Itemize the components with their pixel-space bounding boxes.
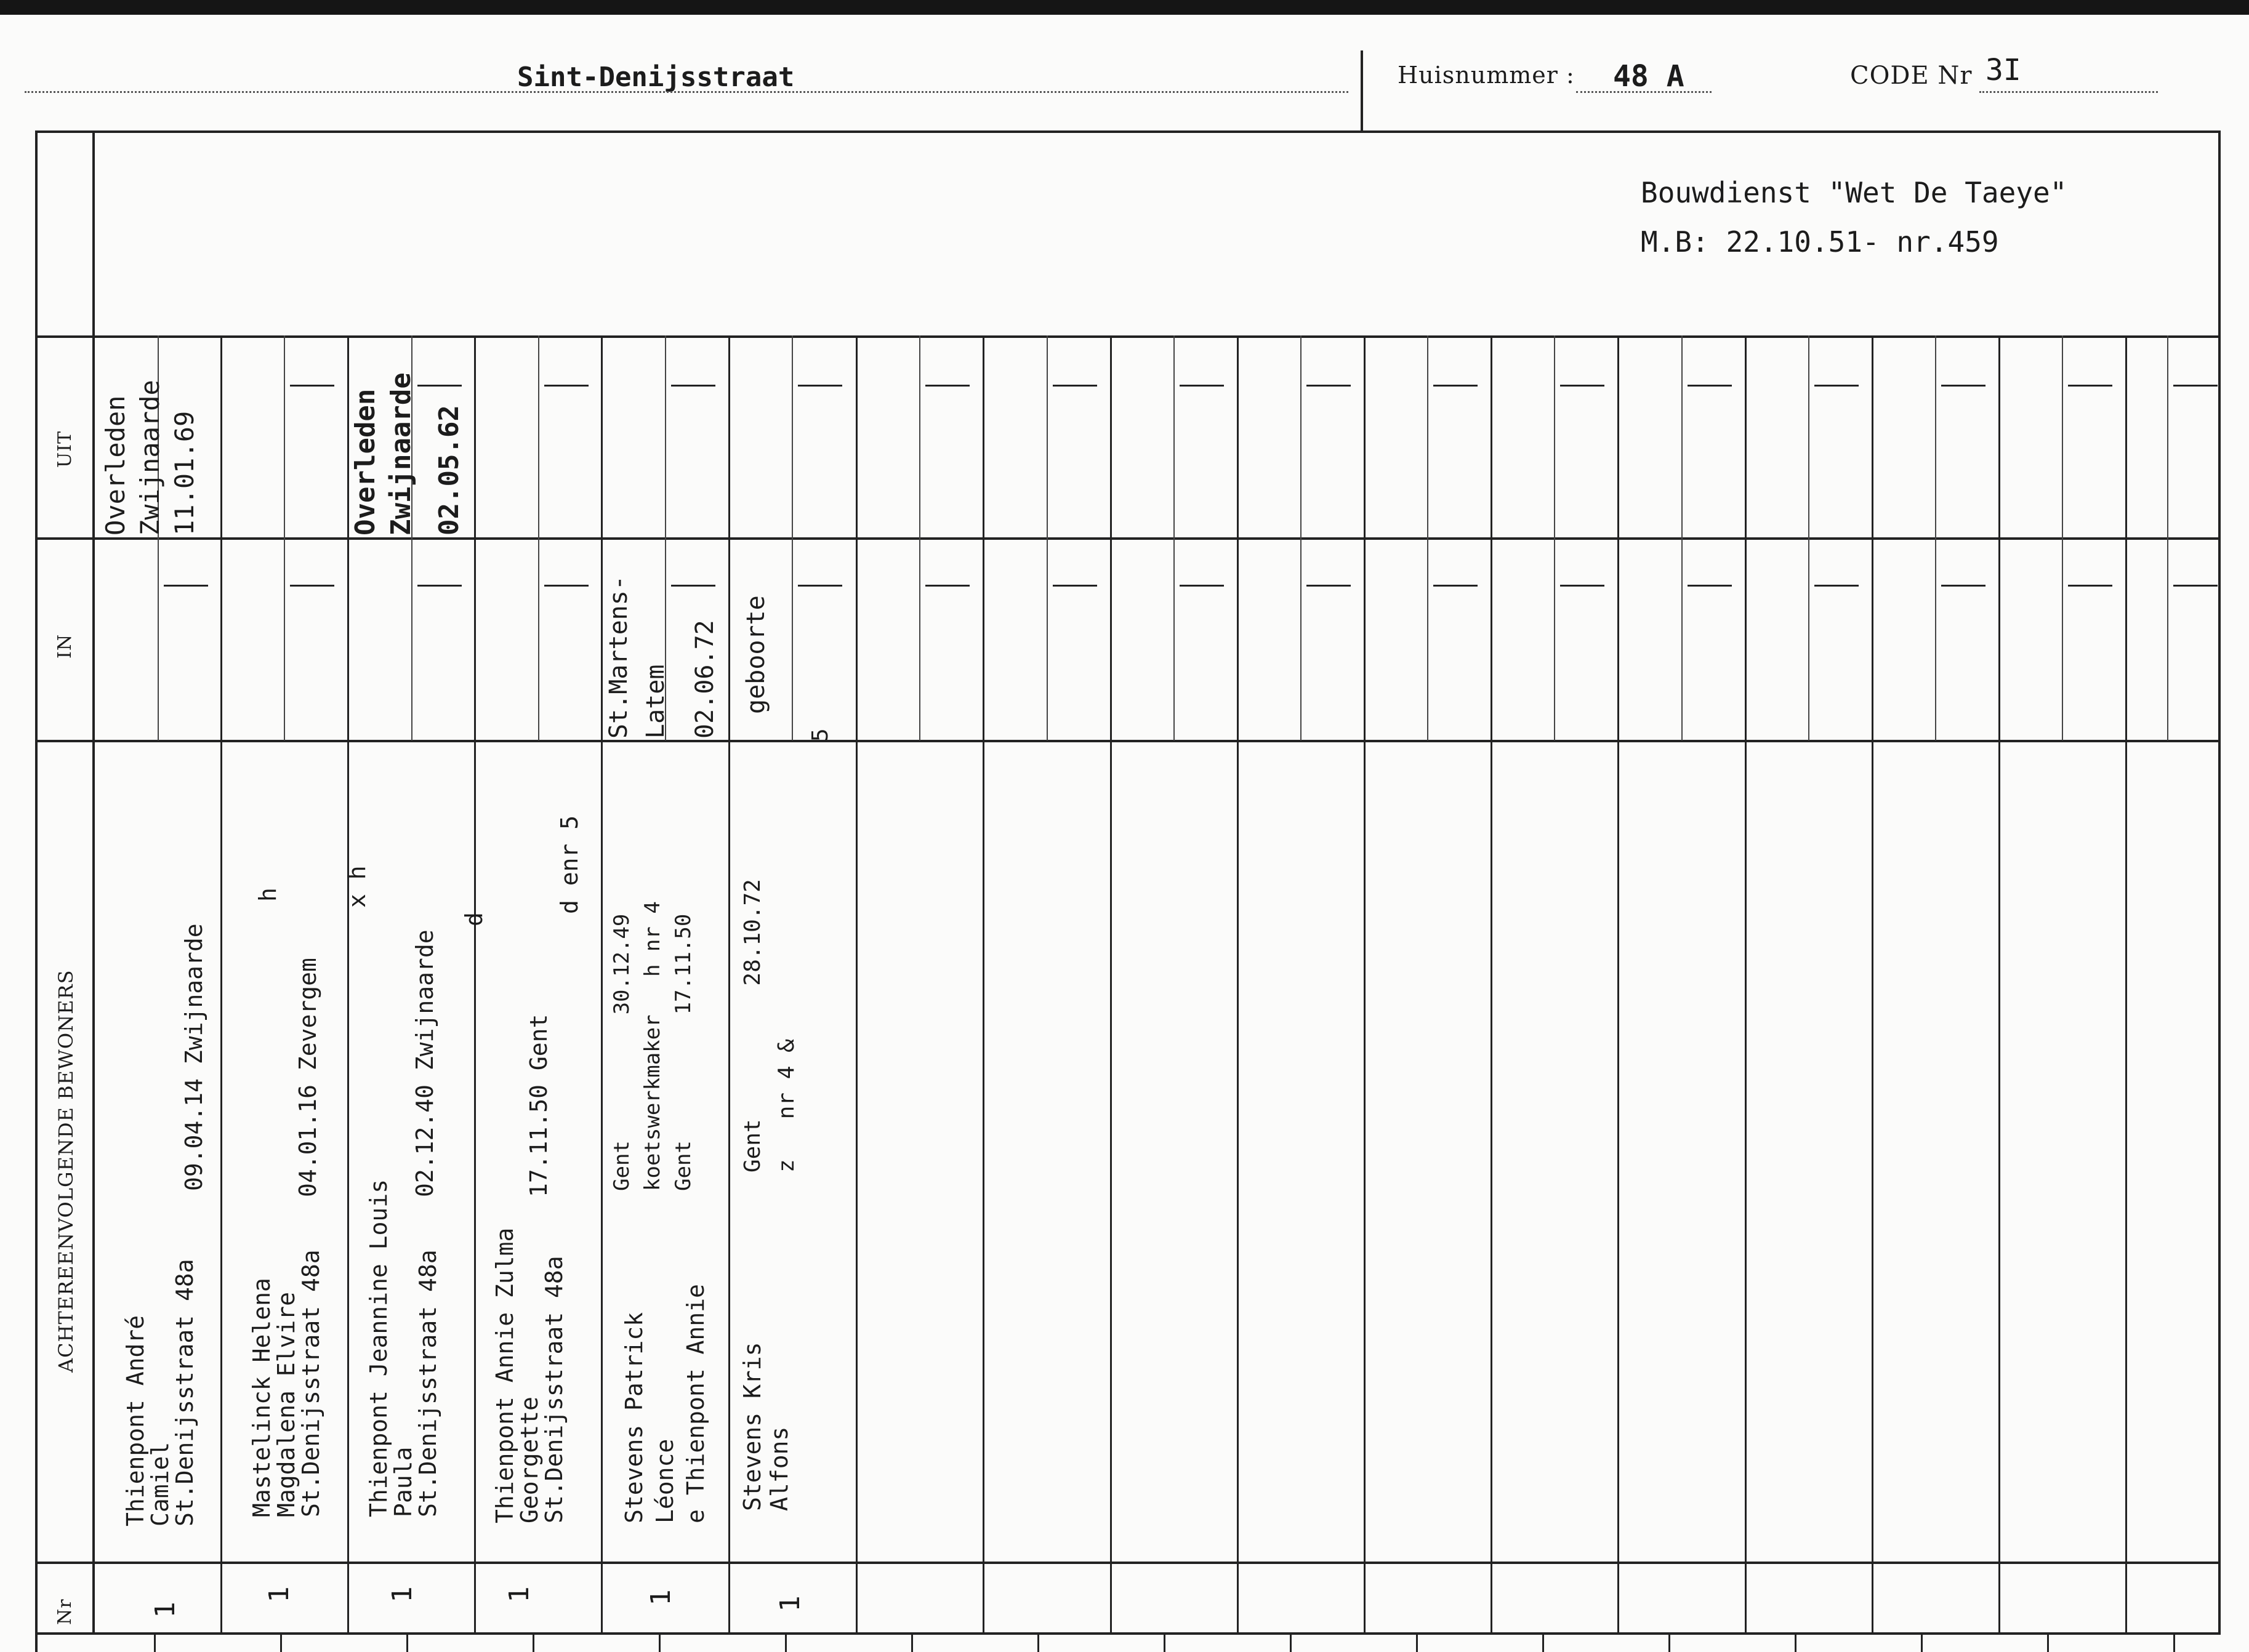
sub-column-line (1935, 335, 1936, 740)
bottom-tick (1037, 1634, 1039, 1652)
bewoner-5-details: Gent 30.12.49 koetswerkmaker h nr 4 Gent 17.11.50 (610, 901, 696, 1191)
bottom-tick (1290, 1634, 1292, 1652)
row-label-bewoners: ACHTEREENVOLGENDE BEWONERS (54, 969, 78, 1373)
empty-dash (290, 385, 334, 387)
empty-dash (1814, 385, 1859, 387)
sub-column-line (538, 335, 539, 740)
empty-dash (1688, 585, 1732, 587)
bewoner-6-details: Gent 28.10.72 z nr 4 & 5 (740, 728, 833, 1173)
bottom-tick (2047, 1634, 2049, 1652)
bottom-tick (1542, 1634, 1544, 1652)
empty-dash (164, 585, 208, 587)
sub-column-line (919, 335, 920, 740)
note-line-1: Bouwdienst "Wet De Taeye" (1641, 176, 2067, 209)
empty-dash (1053, 385, 1097, 387)
frame-bottom (35, 1632, 2221, 1635)
code-value: 3I (1985, 53, 2021, 87)
empty-dash (1814, 585, 1859, 587)
column-line (1745, 335, 1747, 1635)
bottom-tick (1795, 1634, 1796, 1652)
bottom-tick (2173, 1634, 2175, 1652)
huisnummer-dotline (1576, 91, 1712, 93)
row-label-in: IN (54, 633, 76, 659)
bewoner-1-details: 09.04.14 Zwijnaarde h (180, 888, 281, 1191)
code-dotline (1979, 91, 2158, 93)
sub-column-line (1808, 335, 1809, 740)
sub-column-line (1300, 335, 1302, 740)
bewoner-2-details: 04.01.16 Zevergem x h (294, 865, 371, 1197)
sub-column-line (792, 335, 793, 740)
street-dotline (25, 91, 1348, 93)
street-name: Sint-Denijsstraat (517, 62, 795, 93)
bottom-tick (659, 1634, 661, 1652)
empty-dash (671, 385, 715, 387)
bewoner-2-name: Mastelinck Helena Magdalena Elvire St.Denijsstraat 48a (248, 1249, 324, 1517)
sub-column-line (1681, 335, 1683, 740)
empty-dash (2068, 585, 2112, 587)
bewoner-6-name: Stevens Kris Alfons (739, 1342, 793, 1511)
column-line (2125, 335, 2127, 1635)
empty-dash (1053, 585, 1097, 587)
empty-dash (798, 385, 842, 387)
note-line-2: M.B: 22.10.51- nr.459 (1641, 225, 1999, 259)
uit-entry-3: Overleden Zwijnaarde 02.05.62 (350, 372, 465, 535)
empty-dash (1560, 585, 1604, 587)
bottom-tick (1416, 1634, 1418, 1652)
column-line (1617, 335, 1619, 1635)
column-line (983, 335, 984, 1635)
sub-column-line (1427, 335, 1428, 740)
divider-bewoners-nr (35, 1562, 2221, 1564)
empty-dash (544, 585, 589, 587)
column-line (1110, 335, 1112, 1635)
bottom-tick (1668, 1634, 1670, 1652)
empty-dash (1688, 385, 1732, 387)
in-entry-6: geboorte (742, 595, 770, 714)
sub-column-line (1047, 335, 1048, 740)
bewoner-3-details: 02.12.40 Zwijnaarde d (411, 912, 488, 1197)
nr-5: 1 (645, 1589, 677, 1606)
uit-entry-1: Overleden Zwijnaarde 11.01.69 (100, 380, 199, 535)
bottom-tick (1164, 1634, 1165, 1652)
column-line (1491, 335, 1492, 1635)
frame-top (35, 130, 2221, 133)
column-line (728, 335, 730, 1635)
empty-dash (2173, 385, 2218, 387)
code-label: CODE Nr (1850, 62, 1973, 90)
frame-left (35, 130, 38, 1652)
bewoner-1-name: Thienpont André Camiel St.Denijsstraat 48a (122, 1259, 198, 1526)
empty-dash (417, 585, 462, 587)
divider-note-uit (35, 335, 2221, 338)
divider-in-bewoners (35, 740, 2221, 742)
empty-dash (798, 585, 842, 587)
empty-dash (1306, 385, 1351, 387)
empty-dash (2173, 585, 2218, 587)
sub-column-line (2167, 335, 2168, 740)
sub-column-line (1173, 335, 1175, 740)
empty-dash (1560, 385, 1604, 387)
huisnummer-label: Huisnummer : (1398, 62, 1575, 89)
empty-dash (1180, 585, 1224, 587)
header-divider (1361, 50, 1363, 130)
empty-dash (1433, 585, 1478, 587)
in-entry-5: St.Martens- Latem 02.06.72 (605, 575, 719, 739)
empty-dash (1433, 385, 1478, 387)
empty-dash (925, 385, 970, 387)
bottom-tick (406, 1634, 408, 1652)
bewoner-4-name: Thienpont Annie Zulma Georgette St.Denijsstraat 48a (491, 1227, 568, 1523)
bottom-tick (911, 1634, 913, 1652)
column-line (1998, 335, 2000, 1635)
column-line (1364, 335, 1366, 1635)
empty-dash (2068, 385, 2112, 387)
column-line (856, 335, 858, 1635)
empty-dash (1180, 385, 1224, 387)
top-edge-bar (0, 0, 2249, 15)
nr-6: 1 (774, 1595, 806, 1612)
bottom-tick (785, 1634, 787, 1652)
empty-dash (1306, 585, 1351, 587)
bewoner-3-name: Thienpont Jeannine Louis Paula St.Denijsstraat 48a (365, 1179, 441, 1517)
frame-right (2218, 130, 2221, 1635)
huisnummer-value: 48 A (1613, 59, 1684, 94)
bewoner-4-details: 17.11.50 Gent d enr 5 (525, 815, 583, 1197)
empty-dash (290, 585, 334, 587)
sub-column-line (284, 335, 285, 740)
nr-1: 1 (149, 1602, 181, 1618)
bottom-tick (533, 1634, 534, 1652)
nr-3: 1 (386, 1586, 418, 1603)
label-column-divider (92, 130, 95, 1635)
bottom-tick (1921, 1634, 1923, 1652)
nr-2: 1 (263, 1586, 295, 1603)
nr-4: 1 (503, 1586, 535, 1603)
row-label-nr: Nr (54, 1598, 76, 1625)
divider-uit-in (35, 537, 2221, 540)
column-line (1872, 335, 1873, 1635)
column-line (1237, 335, 1239, 1635)
sub-column-line (1554, 335, 1555, 740)
empty-dash (1941, 385, 1985, 387)
empty-dash (544, 385, 589, 387)
bewoner-5-name: Stevens Patrick Léonce e Thienpont Annie (621, 1284, 709, 1523)
bottom-tick (280, 1634, 282, 1652)
row-label-uit: UIT (54, 430, 76, 468)
sub-column-line (2062, 335, 2063, 740)
empty-dash (1941, 585, 1985, 587)
empty-dash (925, 585, 970, 587)
bottom-tick (154, 1634, 156, 1652)
column-line (601, 335, 603, 1635)
